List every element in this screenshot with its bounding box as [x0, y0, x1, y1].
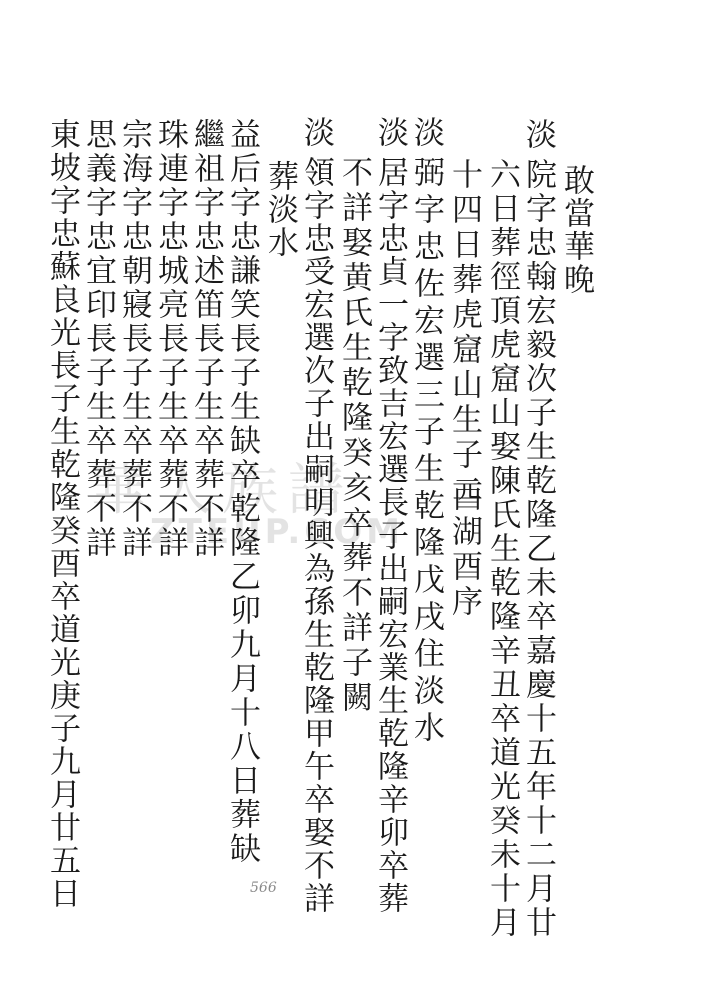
text-column-4-annotation: 酉湖酉序	[446, 480, 482, 620]
text-column-10: 益后字忠謙笑長子生缺卒乾隆乙卯九月十八日葬缺	[224, 118, 260, 866]
text-column-15: 東坡字忠蘇良光長子生乾隆癸酉卒道光庚子九月廿五日	[44, 118, 80, 910]
watermark-latin: ZTEUP.COM	[150, 512, 404, 552]
text-column-6-name-mark: 淡	[372, 116, 408, 149]
text-column-2-name-mark: 淡	[520, 118, 556, 151]
text-column-13: 宗海字忠朝寢長子生卒葬不詳	[116, 118, 152, 560]
text-column-5-name-mark: 淡	[408, 116, 444, 149]
text-column-12: 珠連字忠城亮長子生卒葬不詳	[152, 118, 188, 560]
text-column-1-heading: 敢當華晚	[558, 164, 594, 296]
text-column-2-body: 院字忠翰宏毅次子生乾隆乙未卒嘉慶十五年十二月廿	[520, 158, 556, 940]
text-column-4-body: 十四日葬虎窟山生子二	[446, 158, 482, 508]
page-number: 566	[250, 880, 277, 896]
watermark-chinese: 華人族譜	[90, 458, 354, 523]
text-column-9: 葬淡水	[262, 160, 298, 259]
text-column-8-body: 領字忠受宏選次子出嗣明興為孫生乾隆甲午卒娶不詳	[298, 156, 334, 915]
text-column-11: 繼祖字忠述笛長子生卒葬不詳	[188, 118, 224, 560]
text-column-6-body: 居字忠貞一字致吉宏選長子出嗣宏業生乾隆辛卯卒葬	[372, 156, 408, 915]
text-column-3: 六日葬徑頂虎窟山娶陳氏生乾隆辛丑卒道光癸未十月	[484, 158, 520, 940]
text-column-8-name-mark: 淡	[298, 116, 334, 149]
text-column-5-body: 弼字忠佐宏選三子生乾隆戊戌住淡水	[408, 156, 444, 748]
text-column-14: 思義字忠宜印長子生卒葬不詳	[80, 118, 116, 560]
text-column-7: 不詳娶黄氏生乾隆癸亥卒葬不詳子闕	[336, 156, 372, 716]
